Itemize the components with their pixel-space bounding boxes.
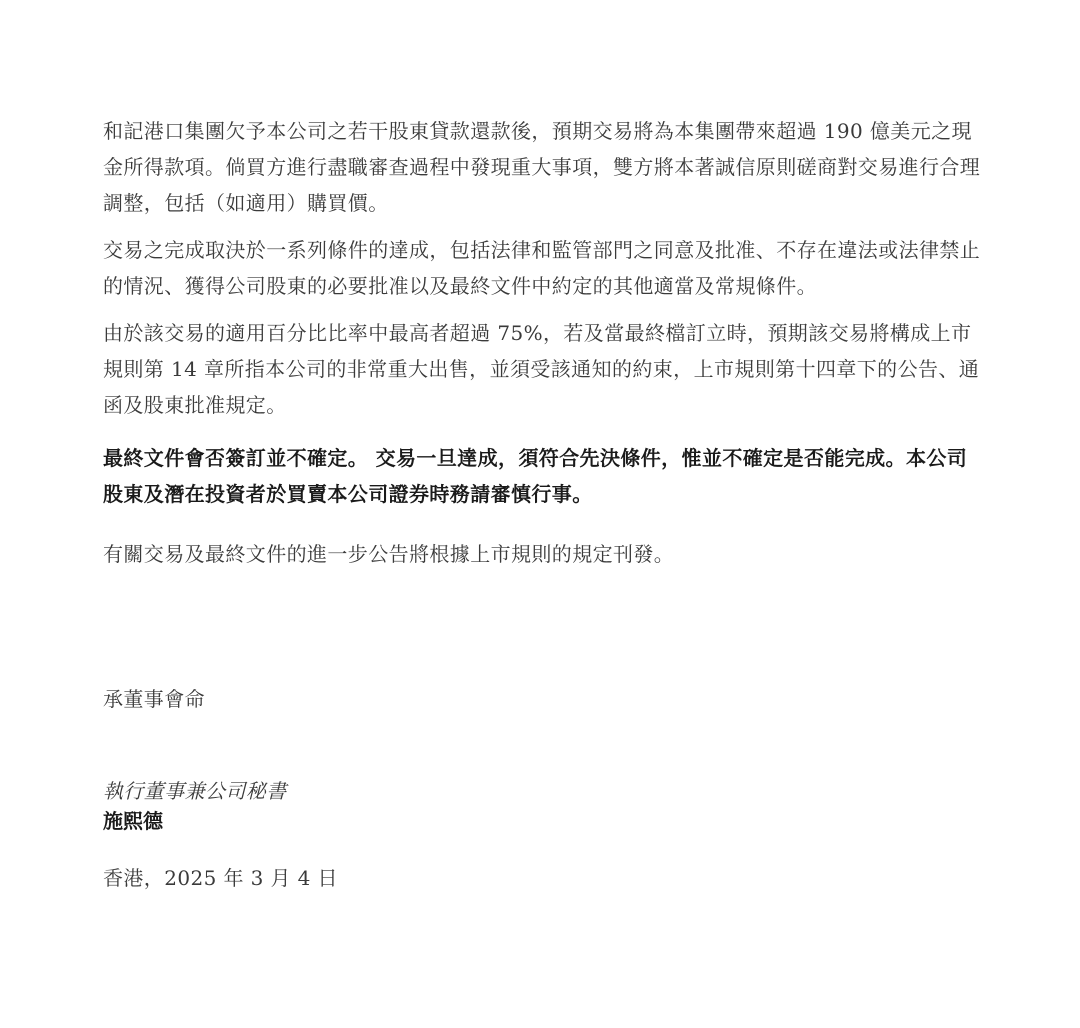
closing-line: 承董事會命	[103, 687, 205, 711]
signer-title: 執行董事兼公司秘書	[103, 779, 287, 803]
warning-paragraph: 最終文件會否簽訂並不確定。 交易一旦達成，須符合先決條件，惟並不確定是否能完成。本公司股東及潛在投資者於買賣本公司證券時務請審慎行事。	[103, 446, 968, 506]
paragraph-proceeds: 和記港口集團欠予本公司之若干股東貸款還款後，預期交易將為本集團帶來超過 190 億美元之現金所得款項。倘買方進行盡職審查過程中發現重大事項，雙方將本著誠信原則磋商對交易進行合理調整，包括（如適用）購買價。	[103, 119, 981, 215]
paragraph-conditions: 交易之完成取決於一系列條件的達成，包括法律和監管部門之同意及批准、不存在違法或法律禁止的情況、獲得公司股東的必要批准以及最終文件中約定的其他適當及常規條件。	[103, 238, 981, 298]
signer-name: 施熙德	[103, 809, 163, 833]
paragraph-listing-rules: 由於該交易的適用百分比比率中最高者超過 75%，若及當最終檔訂立時，預期該交易將構成上市規則第 14 章所指本公司的非常重大出售，並須受該通知的約束，上市規則第十四章下的公告、通函及股東批准規定。	[103, 321, 980, 417]
place-date: 香港，2025 年 3 月 4 日	[103, 866, 338, 890]
paragraph-further-announcement: 有關交易及最終文件的進一步公告將根據上市規則的規定刊發。	[103, 542, 675, 566]
announcement-body	[103, 113, 983, 572]
